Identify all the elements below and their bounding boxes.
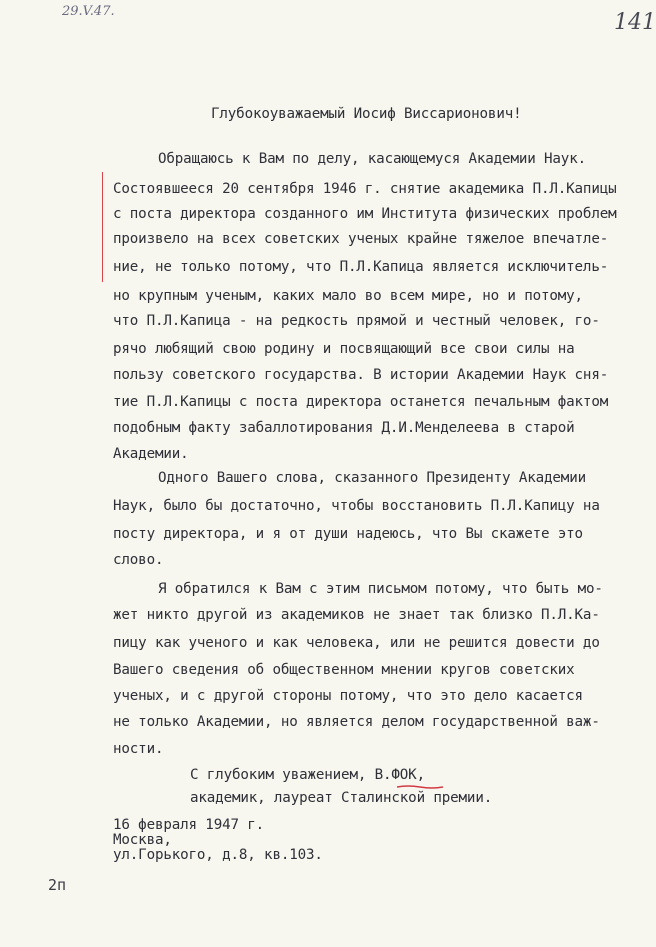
- letter-line: с поста директора созданного им Института физических проблем: [113, 206, 617, 222]
- letter-line: но крупным ученым, каких мало во всем мире, но и потому,: [113, 288, 583, 304]
- closing-title: академик, лауреат Сталинской премии.: [190, 790, 493, 806]
- handwritten-page-number: 141: [614, 10, 656, 35]
- letter-line: Обращаюсь к Вам по делу, касающемуся Академии Наук.: [158, 151, 586, 167]
- letter-line: Состоявшееся 20 сентября 1946 г. снятие академика П.Л.Капицы: [113, 181, 617, 197]
- letter-line: Я обратился к Вам с этим письмом потому, что быть мо-: [158, 581, 603, 597]
- letter-line: Наук, было бы достаточно, чтобы восстановить П.Л.Капицу на: [113, 498, 600, 514]
- letter-line: произвело на всех советских ученых крайне тяжелое впечатле-: [113, 231, 609, 247]
- letter-line: подобным факту забаллотирования Д.И.Менделеева в старой: [113, 420, 575, 436]
- salutation: Глубокоуважаемый Иосиф Виссарионович!: [211, 106, 522, 122]
- letter-line: Одного Вашего слова, сказанного Президенту Академии: [158, 470, 586, 486]
- letter-line: пицу как ученого и как человека, или не решится довести до: [113, 635, 600, 651]
- closing-regards: С глубоким уважением, В.ФОК,: [190, 767, 425, 783]
- letter-line: пользу советского государства. В истории Академии Наук сня-: [113, 367, 609, 383]
- letter-line: жет никто другой из академиков не знает так близко П.Л.Ка-: [113, 607, 600, 623]
- letter-line: слово.: [113, 552, 164, 568]
- letter-line: рячо любящий свою родину и посвящающий все свои силы на: [113, 341, 575, 357]
- letter-line: Вашего сведения об общественном мнении кругов советских: [113, 662, 575, 678]
- letter-line: тие П.Л.Капицы с поста директора останется печальным фактом: [113, 394, 609, 410]
- letter-line: ности.: [113, 741, 164, 757]
- letter-line: ние, не только потому, что П.Л.Капица является исключитель-: [113, 259, 609, 275]
- letter-line: Академии.: [113, 446, 189, 462]
- letter-line: ученых, и с другой стороны потому, что это дело касается: [113, 688, 583, 704]
- sender-city: Москва,: [113, 832, 172, 848]
- handwritten-footer-mark: 2п: [48, 876, 67, 894]
- sender-address: ул.Горького, д.8, кв.103.: [113, 847, 323, 863]
- letter-line: не только Академии, но является делом государственной важ-: [113, 714, 600, 730]
- red-margin-mark: [102, 172, 103, 282]
- handwritten-date-note: 29.V.47.: [62, 4, 115, 19]
- sender-date: 16 февраля 1947 г.: [113, 817, 265, 833]
- letter-line: посту директора, и я от души надеюсь, что Вы скажете это: [113, 526, 583, 542]
- letter-line: что П.Л.Капица - на редкость прямой и честный человек, го-: [113, 313, 600, 329]
